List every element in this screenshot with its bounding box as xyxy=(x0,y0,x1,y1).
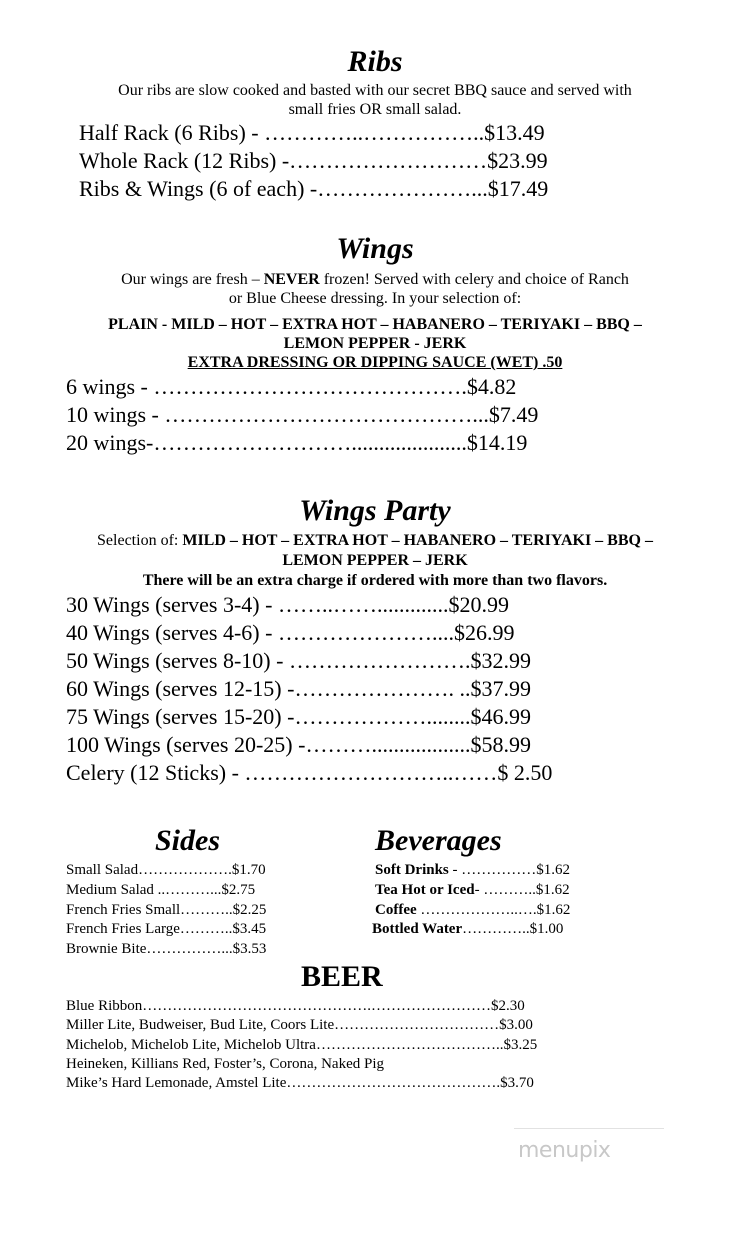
beverage-price: - ……………$1.62 xyxy=(448,862,571,878)
sides-item-medium-salad: Medium Salad ..………...$2.75 xyxy=(66,882,256,898)
ribs-heading: Ribs xyxy=(347,45,403,78)
wings-heading: Wings xyxy=(336,232,414,265)
ribs-description-line-1: Our ribs are slow cooked and basted with our secret BBQ sauce and served with xyxy=(118,82,632,99)
wings-party-selection-line xyxy=(0,532,750,550)
beverage-name: Soft Drinks xyxy=(375,862,449,878)
beverage-price: ………………..….$1.62 xyxy=(416,902,571,918)
beer-item-mikes-hard: Mike’s Hard Lemonade, Amstel Lite…………………………………….$3.70 xyxy=(66,1075,534,1091)
watermark-rule xyxy=(514,1128,664,1129)
wings-party-heading: Wings Party xyxy=(299,494,451,527)
beer-item-blue-ribbon: Blue Ribbon……………………………………….……………………$2.30 xyxy=(66,998,525,1014)
wings-party-flavors-line-1: MILD – HOT – EXTRA HOT – HABANERO – TERIYAKI – BBQ – xyxy=(182,532,653,549)
wings-item-20: 20 wings-……………………….....................$14.19 xyxy=(66,430,528,455)
beverage-price: - ………..$1.62 xyxy=(474,882,570,898)
wings-description-line-1 xyxy=(0,271,750,289)
beverages-item-soft-drinks xyxy=(375,862,570,879)
ribs-item-half-rack: Half Rack (6 Ribs) - …………..……………..$13.49 xyxy=(79,120,545,145)
wings-party-item-30: 30 Wings (serves 3-4) - ……..…….............$20.99 xyxy=(66,592,509,617)
wings-party-selection-label: Selection of: xyxy=(97,532,183,549)
beverages-item-bottled-water xyxy=(372,921,563,938)
wings-desc-part-a: Our wings are fresh – xyxy=(121,271,264,288)
wings-party-item-50: 50 Wings (serves 8-10) - …………………….$32.99 xyxy=(66,648,531,673)
beer-item-heineken-group: Heineken, Killians Red, Foster’s, Corona, Naked Pig xyxy=(66,1056,385,1072)
sides-heading: Sides xyxy=(155,824,221,857)
beverage-name: Tea Hot or Iced xyxy=(375,882,475,898)
wings-party-item-40: 40 Wings (serves 4-6) - …………………....$26.99 xyxy=(66,620,515,645)
wings-flavors-line-1: PLAIN - MILD – HOT – EXTRA HOT – HABANERO – TERIYAKI – BBQ – xyxy=(108,316,642,333)
wings-party-item-75: 75 Wings (serves 15-20) -………………........$46.99 xyxy=(66,704,531,729)
wings-desc-part-c: frozen! Served with celery and choice of Ranch xyxy=(319,271,629,288)
sides-item-small-salad: Small Salad……………….$1.70 xyxy=(66,862,266,878)
wings-description-line-2: or Blue Cheese dressing. In your selection of: xyxy=(228,290,522,307)
wings-flavors-line-2: LEMON PEPPER - JERK xyxy=(283,335,467,352)
wings-party-item-60: 60 Wings (serves 12-15) -…………………. ..$37.99 xyxy=(66,676,531,701)
ribs-item-whole-rack: Whole Rack (12 Ribs) -………………………$23.99 xyxy=(79,148,548,173)
ribs-description-line-2: small fries OR small salad. xyxy=(288,101,462,118)
wings-party-flavors-line-2: LEMON PEPPER – JERK xyxy=(282,552,468,569)
beer-item-miller-lite: Miller Lite, Budweiser, Bud Lite, Coors Lite……………………………$3.00 xyxy=(66,1017,533,1033)
beverages-item-coffee xyxy=(375,902,570,919)
beverages-item-tea xyxy=(375,882,570,899)
beverage-name: Bottled Water xyxy=(372,921,463,937)
wings-desc-never: NEVER xyxy=(263,271,320,288)
beverages-heading: Beverages xyxy=(375,824,502,857)
wings-item-10: 10 wings - ……………………………………...$7.49 xyxy=(66,402,539,427)
wings-item-6: 6 wings - …………………………………….$4.82 xyxy=(66,374,517,399)
sides-item-fries-small: French Fries Small………..$2.25 xyxy=(66,902,267,918)
wings-party-item-celery: Celery (12 Sticks) - ………………………..……$ 2.50 xyxy=(66,760,553,785)
beverage-price: …………..$1.00 xyxy=(462,921,564,937)
beverage-name: Coffee xyxy=(375,902,417,918)
wings-party-charge-note: There will be an extra charge if ordered with more than two flavors. xyxy=(142,572,608,589)
ribs-item-ribs-wings: Ribs & Wings (6 of each) -…………………...$17.49 xyxy=(79,176,549,201)
wings-party-item-100: 100 Wings (serves 20-25) -………..................$58.99 xyxy=(66,732,531,757)
wings-extra-sauce-note: EXTRA DRESSING OR DIPPING SAUCE (WET) .50 xyxy=(187,354,563,371)
beer-item-michelob: Michelob, Michelob Lite, Michelob Ultra………………………………..$3.25 xyxy=(66,1037,538,1053)
sides-item-fries-large: French Fries Large………..$3.45 xyxy=(66,921,267,937)
beer-heading: BEER xyxy=(301,960,383,993)
sides-item-brownie-bite: Brownie Bite……………...$3.53 xyxy=(66,941,267,957)
watermark-logo: menupix xyxy=(518,1138,611,1163)
